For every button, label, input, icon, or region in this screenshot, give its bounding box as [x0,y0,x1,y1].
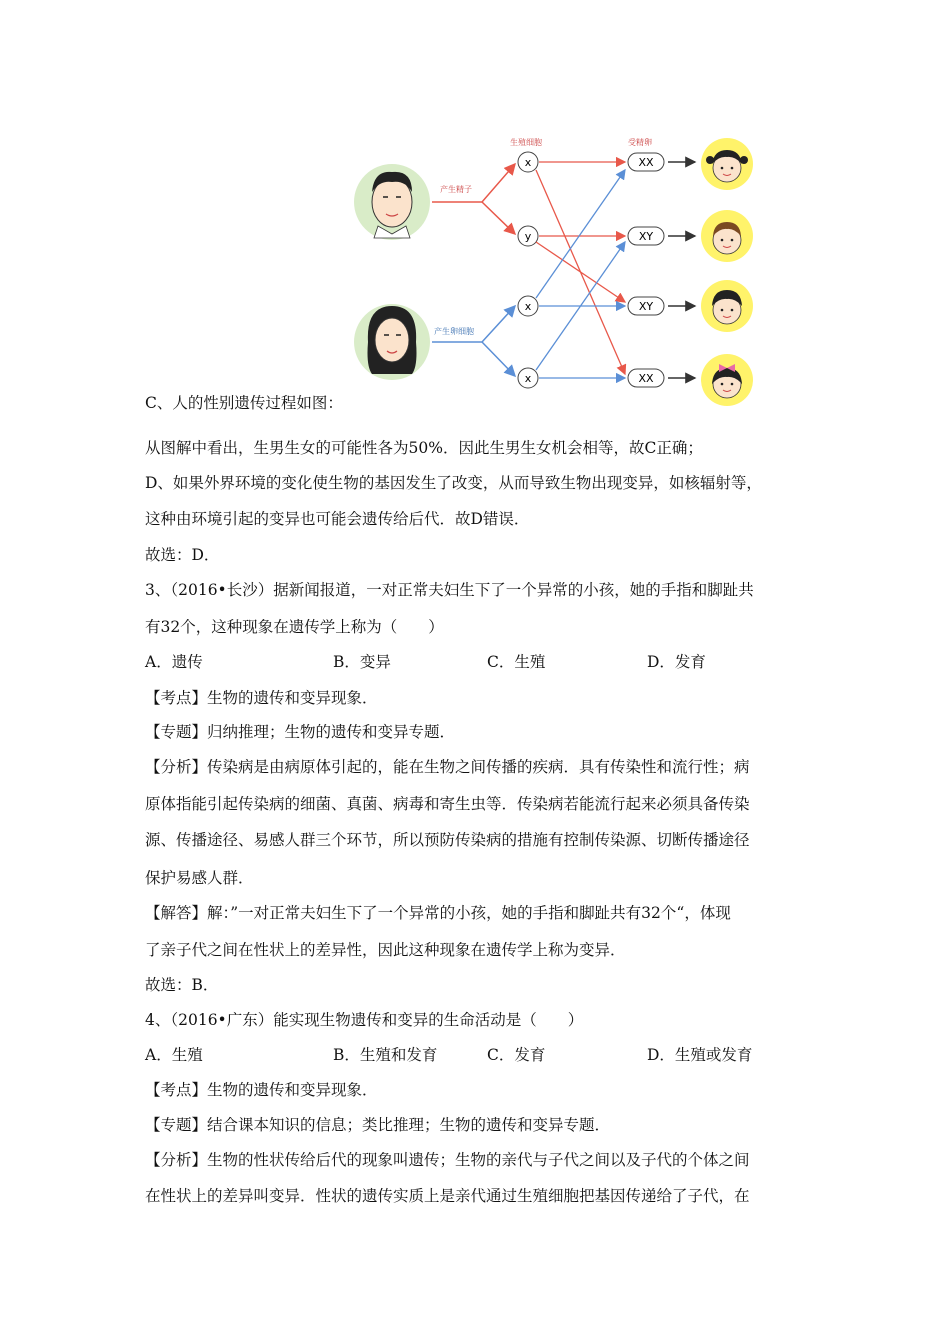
text-line: 从图解中看出，生男生女的可能性各为50%．因此生男生女机会相等，故C正确； [145,439,703,457]
text-line: 故选：D． [145,546,220,564]
text-line: D、如果外界环境的变化使生物的基因发生了改变，从而导致生物出现变异，如核辐射等， [145,474,762,492]
q4-option-a: A．生殖 [145,1046,203,1064]
q3-option-b: B．变异 [333,653,391,671]
svg-text:y: y [524,230,532,243]
svg-text:XX: XX [638,156,654,169]
svg-text:x: x [524,372,532,385]
sex-inheritance-diagram [350,130,770,420]
svg-text:x: x [524,156,532,169]
zygote-3 [628,297,664,315]
zygote-2 [628,227,664,245]
svg-text:XX: XX [638,372,654,385]
text-line: 故选：B． [145,976,219,994]
text-line: 【专题】归纳推理；生物的遗传和变异专题． [145,723,456,741]
q3-option-c: C．生殖 [487,653,546,671]
text-line: 【分析】生物的性状传给后代的现象叫遗传；生物的亲代与子代之间以及子代的个体之间 [145,1151,750,1169]
girl-child-icon [701,138,753,190]
mother-icon [354,304,430,380]
egg-label: 产生卵细胞 [434,327,474,336]
text-line: C、人的性别遗传过程如图： [145,394,343,412]
q4-option-d: D．生殖或发育 [647,1046,753,1064]
q4-option-b: B．生殖和发育 [333,1046,438,1064]
father-gamete-x [518,152,538,172]
boy-child-icon-1 [701,210,753,262]
zygote-1 [628,153,664,171]
q4-option-c: C．发育 [487,1046,546,1064]
text-line: 在性状上的差异叫变异．性状的遗传实质上是亲代通过生殖细胞把基因传递给了子代，在 [145,1187,750,1205]
boy-child-icon-2 [701,280,753,332]
text-line: 【考点】生物的遗传和变异现象． [145,689,378,707]
text-line: 【解答】解：”一对正常夫妇生下了一个异常的小孩，她的手指和脚趾共有32个“，体现 [145,904,731,922]
sperm-label: 产生精子 [440,185,472,194]
text-line: 【考点】生物的遗传和变异现象． [145,1081,378,1099]
text-line: 原体指能引起传染病的细菌、真菌、病毒和寄生虫等．传染病若能流行起来必须具备传染 [145,795,750,813]
question-3-stem: 3、（2016•长沙）据新闻报道，一对正常夫妇生下了一个异常的小孩，她的手指和脚趾共 [145,581,754,599]
q3-option-a: A．遗传 [145,653,203,671]
text-line: 【分析】传染病是由病原体引起的，能在生物之间传播的疾病．具有传染性和流行性；病 [145,758,750,776]
svg-text:XY: XY [638,300,654,313]
svg-text:XY: XY [638,230,654,243]
zygote-4 [628,369,664,387]
text-line: 了亲子代之间在性状上的差异性，因此这种现象在遗传学上称为变异． [145,941,626,959]
text-line: 这种由环境引起的变异也可能会遗传给后代．故D错误． [145,510,530,528]
question-3-stem-cont: 有32个，这种现象在遗传学上称为（ ） [145,618,444,636]
father-gamete-y [518,226,538,246]
germ-cells-label: 生殖细胞 [510,138,542,147]
mother-gamete-x-2 [518,368,538,388]
text-line: 源、传播途径、易感人群三个环节，所以预防传染病的措施有控制传染源、切断传播途径 [145,831,750,849]
father-icon [354,164,430,240]
text-line: 保护易感人群． [145,869,254,887]
text-line: 【专题】结合课本知识的信息；类比推理；生物的遗传和变异专题． [145,1116,611,1134]
question-4-stem: 4、（2016•广东）能实现生物遗传和变异的生命活动是（ ） [145,1011,584,1029]
svg-text:x: x [524,300,532,313]
zygote-label: 受精卵 [628,138,652,147]
q3-option-d: D．发育 [647,653,706,671]
mother-gamete-x-1 [518,296,538,316]
